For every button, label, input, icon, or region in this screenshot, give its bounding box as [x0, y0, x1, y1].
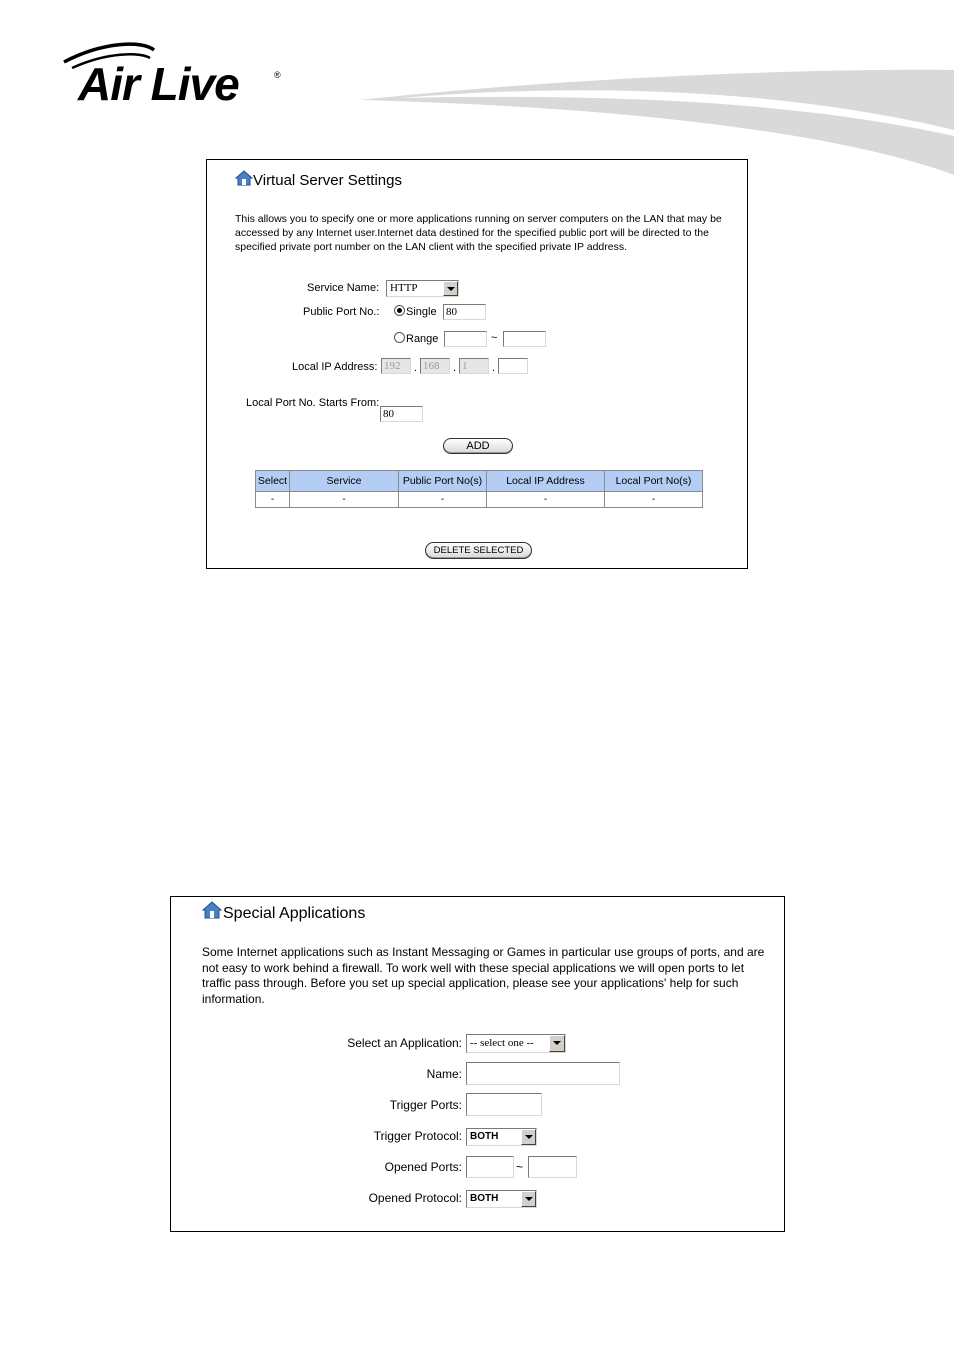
table-cell: -	[605, 492, 703, 508]
chevron-down-icon[interactable]	[443, 281, 458, 296]
opened-ports-end-input[interactable]	[528, 1156, 577, 1178]
airlive-logo	[62, 40, 292, 110]
range-separator: ~	[491, 332, 498, 344]
service-name-value: HTTP	[390, 282, 418, 294]
logo-text: Air Live	[78, 58, 239, 110]
column-header-local-ip: Local IP Address	[487, 471, 605, 492]
opened-ports-label: Opened Ports:	[384, 1160, 462, 1174]
chevron-down-icon[interactable]	[521, 1129, 536, 1145]
range-label: Range	[406, 333, 439, 345]
table-header-row	[256, 471, 703, 492]
single-radio[interactable]	[394, 305, 405, 316]
name-label: Name:	[426, 1067, 462, 1081]
name-input[interactable]	[466, 1062, 620, 1085]
select-application-dropdown[interactable]	[466, 1034, 566, 1053]
table-row	[256, 492, 703, 508]
page-title: Virtual Server Settings	[253, 172, 402, 189]
single-port-input[interactable]: 80	[443, 304, 486, 320]
column-header-select: Select	[256, 471, 290, 492]
single-label: Single	[406, 306, 437, 318]
local-ip-label: Local IP Address:	[292, 361, 378, 373]
trigger-protocol-label: Trigger Protocol:	[373, 1129, 462, 1143]
home-icon	[202, 901, 222, 923]
column-header-local-port: Local Port No(s)	[605, 471, 703, 492]
ip-dot: .	[492, 362, 496, 374]
virtual-server-panel	[206, 159, 748, 569]
page-title: Special Applications	[223, 905, 366, 922]
table-cell: -	[290, 492, 399, 508]
ip-octet-1: 192	[381, 358, 411, 374]
registered-mark: ®	[274, 70, 281, 80]
ip-dot: .	[414, 362, 418, 374]
ip-octet-3: 1	[459, 358, 489, 374]
table-cell: -	[256, 492, 290, 508]
virtual-server-table	[255, 470, 703, 508]
trigger-protocol-select[interactable]	[466, 1128, 537, 1146]
select-application-label: Select an Application:	[347, 1036, 462, 1050]
range-radio[interactable]	[394, 332, 405, 343]
delete-selected-button[interactable]: DELETE SELECTED	[425, 542, 532, 559]
ip-octet-4-input[interactable]	[498, 358, 528, 374]
public-port-label: Public Port No.:	[303, 306, 380, 318]
column-header-service: Service	[290, 471, 399, 492]
home-icon	[235, 170, 253, 190]
ip-dot: .	[453, 362, 457, 374]
chevron-down-icon[interactable]	[521, 1191, 536, 1207]
opened-protocol-label: Opened Protocol:	[368, 1191, 462, 1205]
page-description: Some Internet applications such as Instant Messaging or Games in particular use groups of ports, and are not easy to work behind a firewall. To work well with these special applications we will open ports to let traffic pass through. Before you set up special application, please see your applications' help for such information.	[202, 945, 765, 1006]
select-application-value: -- select one --	[470, 1037, 534, 1049]
opened-protocol-value: BOTH	[470, 1193, 499, 1204]
opened-ports-start-input[interactable]	[466, 1156, 514, 1178]
chevron-down-icon[interactable]	[549, 1035, 565, 1052]
range-end-input[interactable]	[503, 331, 546, 347]
trigger-protocol-value: BOTH	[470, 1131, 499, 1142]
special-applications-panel	[170, 896, 785, 1232]
range-start-input[interactable]	[444, 331, 487, 347]
local-port-input[interactable]: 80	[380, 406, 423, 422]
service-name-label: Service Name:	[307, 282, 380, 294]
page-description: This allows you to specify one or more applications running on server computers on the LAN that may be accessed by any Internet user.Internet data destined for the specified public port will be directed to the specified private port number on the LAN client with the specified private IP address.	[235, 213, 722, 253]
opened-protocol-select[interactable]	[466, 1190, 537, 1208]
trigger-ports-label: Trigger Ports:	[389, 1098, 462, 1112]
add-button[interactable]: ADD	[443, 438, 513, 454]
airlive-logo-graphic	[62, 40, 292, 110]
column-header-public-port: Public Port No(s)	[399, 471, 487, 492]
opened-ports-separator: ~	[516, 1160, 524, 1174]
trigger-ports-input[interactable]	[466, 1093, 542, 1116]
local-port-label: Local Port No. Starts From:	[246, 397, 380, 409]
service-name-select[interactable]	[386, 280, 459, 297]
ip-octet-2: 168	[420, 358, 450, 374]
table-cell: -	[399, 492, 487, 508]
table-cell: -	[487, 492, 605, 508]
